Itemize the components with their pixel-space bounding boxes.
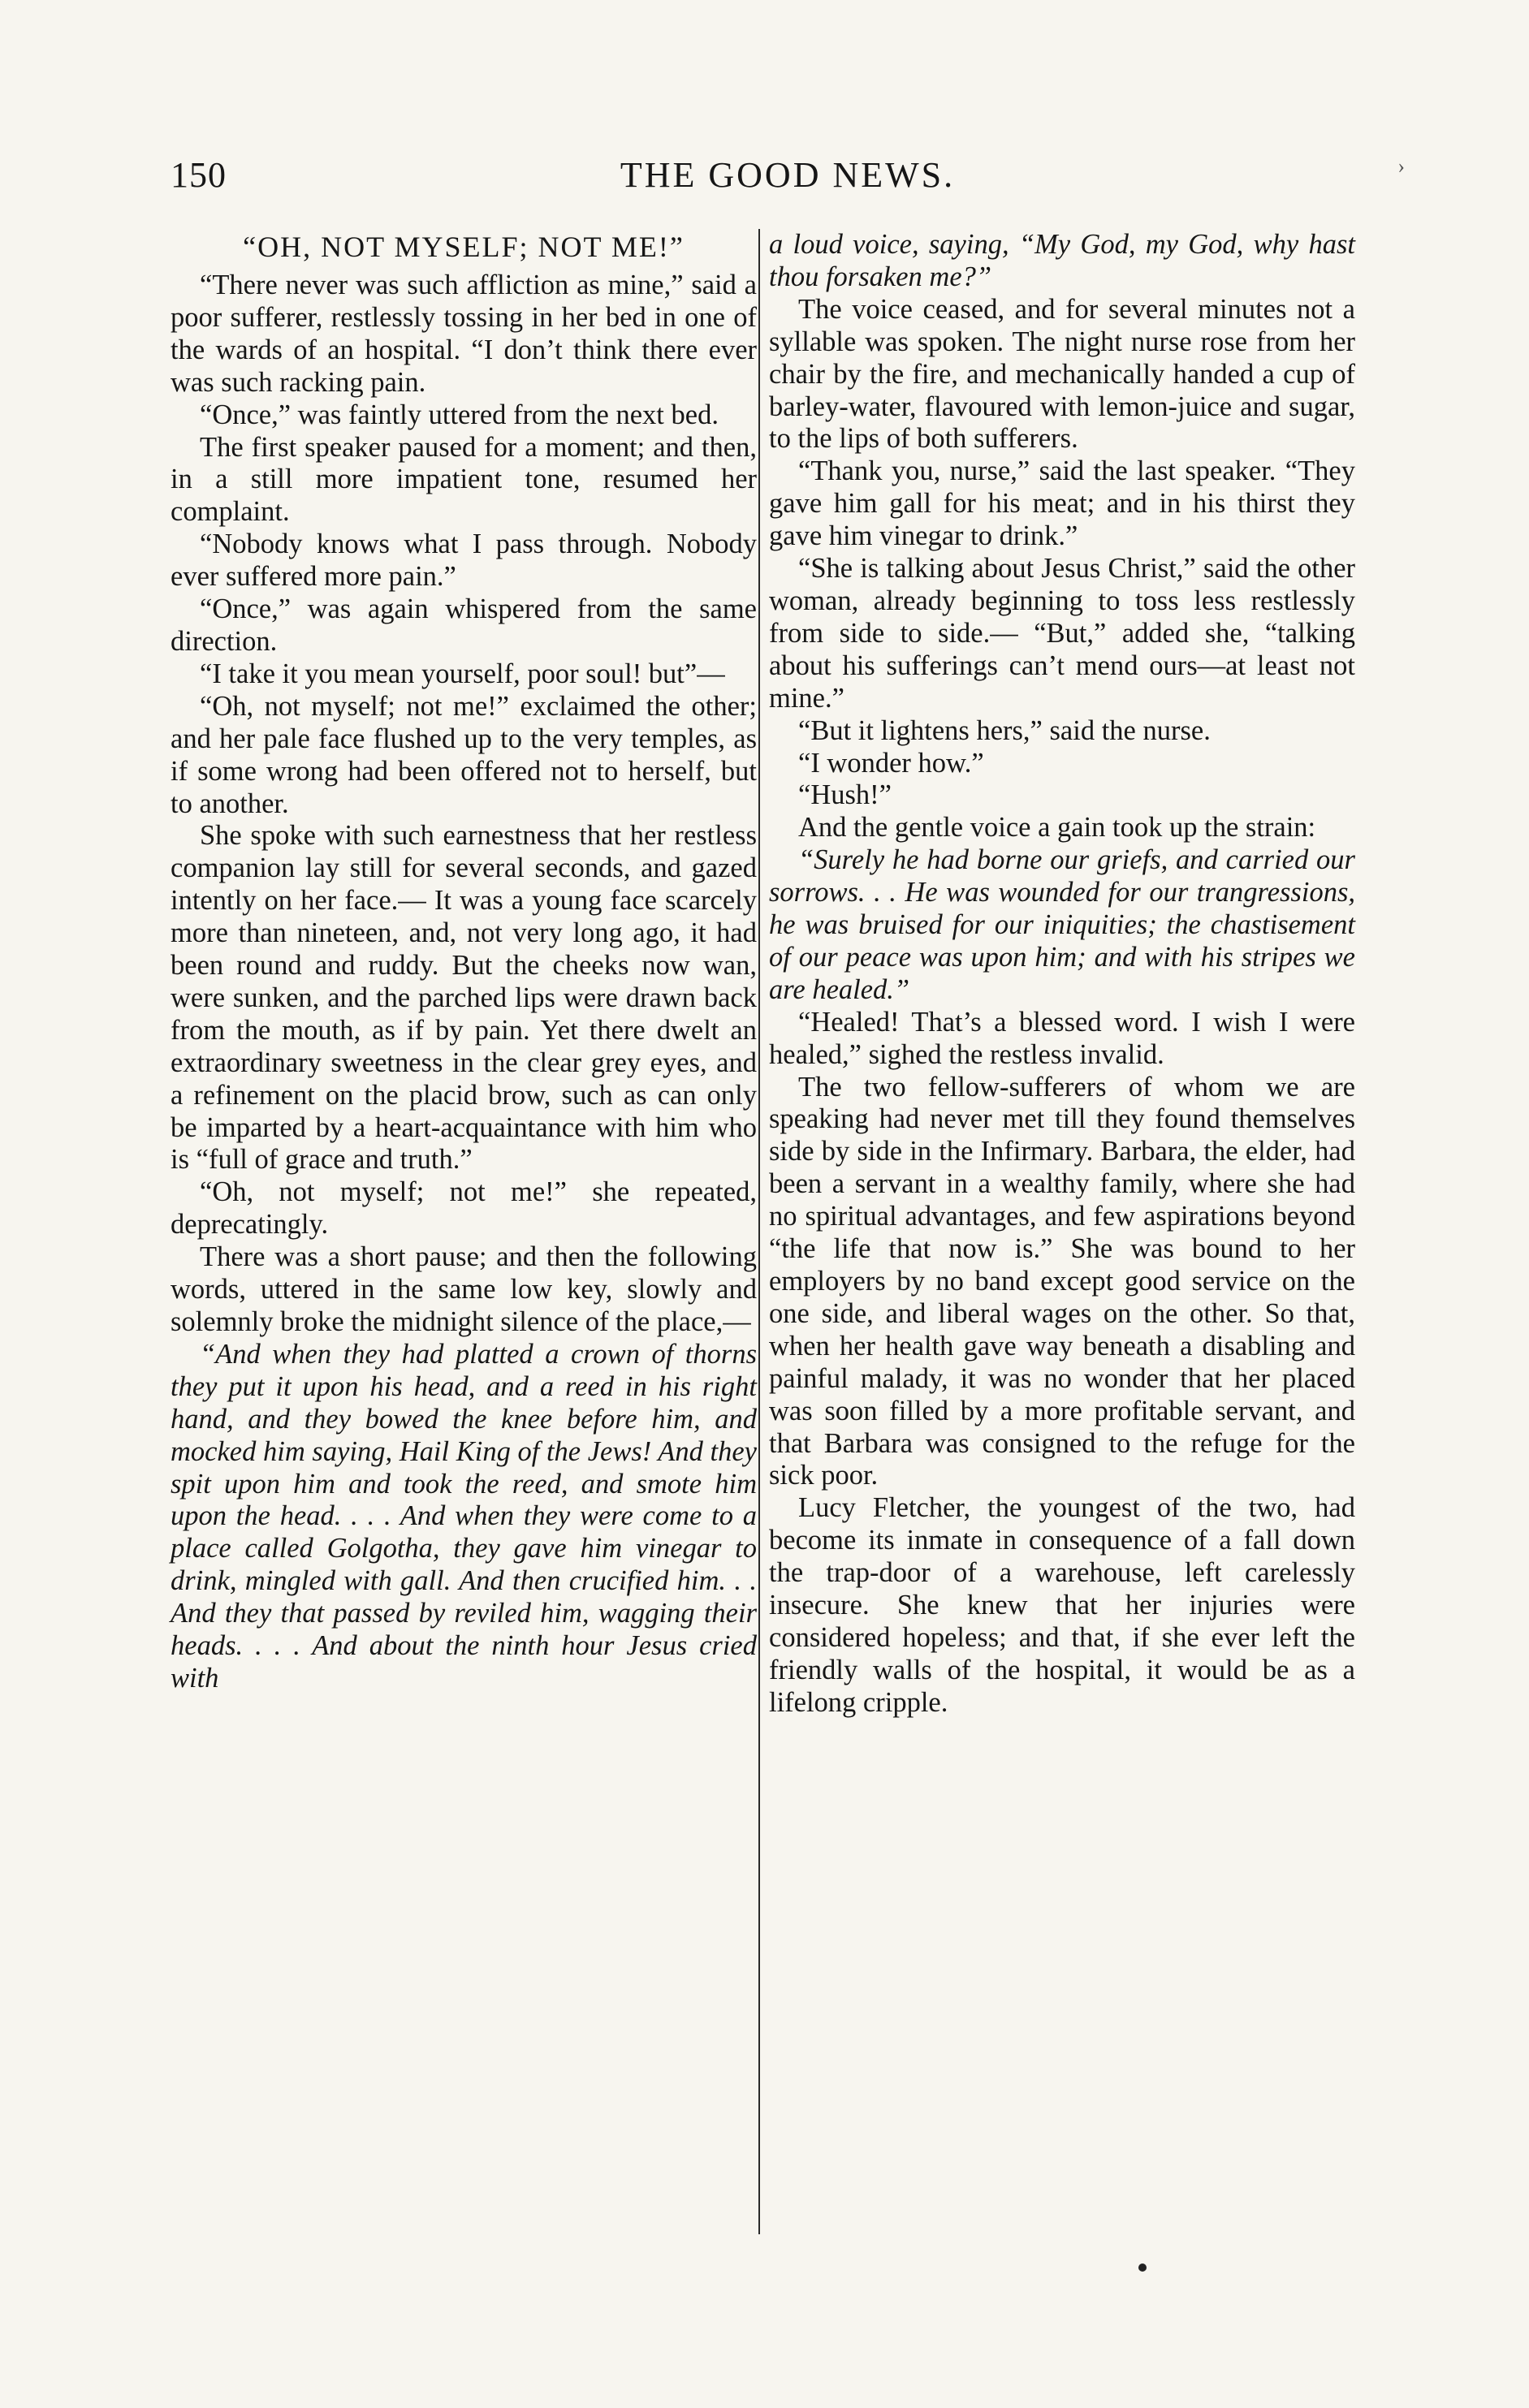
paragraph: “There never was such affliction as mine,” said a poor sufferer, restlessly tossing in her bed in one of the wards of an hospital. “I don’t think there ever was such racking pain. — [171, 270, 757, 398]
running-title: THE GOOD NEWS. — [620, 155, 956, 195]
scripture-quote: “And when they had platted a crown of thorns they put it upon his head, and a reed in his right hand, and they bowed the knee before him, and mocked him saying, Hail King of the Jews! And they spit upon him and took the reed, and smote him upon the head. . . . And when they were come to a place called Golgotha, they gave him vinegar to drink, mingled with gall. And then crucified him. . . And they that passed by reviled him, wagging their heads. . . . And about the ninth hour Jesus cried with — [171, 1338, 757, 1694]
paragraph: “I wonder how.” — [798, 747, 984, 779]
paragraph: “I take it you mean yourself, poor soul! but”— — [200, 658, 725, 689]
paragraph: “Once,” was again whispered from the same direction. — [171, 593, 757, 657]
paragraph: “Nobody knows what I pass through. Nobody ever suffered more pain.” — [171, 529, 757, 593]
article-title: “OH, NOT MYSELF; NOT ME!” — [243, 231, 685, 263]
paragraph: The first speaker paused for a moment; and then, in a still more impatient tone, resumed her complaint. — [171, 431, 757, 528]
right-column — [769, 229, 1355, 1720]
paragraph: “Hush!” — [798, 779, 892, 811]
paragraph: “Once,” was faintly uttered from the next bed. — [200, 399, 719, 430]
column-divider — [758, 229, 760, 2234]
paragraph: Lucy Fletcher, the youngest of the two, had become its inmate in consequence of a fall down the trap-door of a warehouse, left carelessly insecure. She knew that her injuries were considered hopeless; and that, if she ever left the friendly walls of the hospital, it would be as a lifelong cripple. — [769, 1492, 1355, 1718]
scripture-quote: “Surely he had borne our griefs, and carried our sorrows. . . He was wounded for our trangressions, he was bruised for our iniquities; the chastisement of our peace was upon him; and with his stripes we are healed.” — [769, 844, 1355, 1005]
page-header — [171, 154, 1405, 203]
left-column — [171, 229, 757, 1695]
paragraph: “Oh, not myself; not me!” she repeated, deprecatingly. — [171, 1176, 757, 1241]
paragraph: “But it lightens hers,” said the nurse. — [798, 714, 1211, 746]
scripture-quote-continued: a loud voice, saying, “My God, my God, why hast thou forsaken me?” — [769, 229, 1355, 292]
ink-dot — [1138, 2263, 1147, 2272]
paragraph: The two fellow-sufferers of whom we are speaking had never met till they found themselves side by side in the Infirmary. Barbara, the elder, had been a servant in a wealthy family, where she had no spiritual advantages, and few aspirations beyond “the life that now is.” She was bound to her employers by no band except good service on the one side, and liberal wages on the other. So that, when her health gave way beneath a disabling and painful malady, it was no wonder that her placed was soon filled by a more profitable servant, and that Barbara was consigned to the refuge for the sick poor. — [769, 1071, 1355, 1491]
paragraph: And the gentle voice a gain took up the strain: — [798, 812, 1316, 844]
page-number: 150 — [171, 155, 227, 195]
paragraph: The voice ceased, and for several minutes not a syllable was spoken. The night nurse rose from her chair by the fire, and mechanically handed a cup of barley-water, flavoured with lemon-juice and sugar, to the lips of both sufferers. — [769, 293, 1355, 455]
paragraph: There was a short pause; and then the following words, uttered in the same low key, slowly and solemnly broke the midnight silence of the place,— — [171, 1241, 757, 1337]
paragraph: “Healed! That’s a blessed word. I wish I were healed,” sighed the restless invalid. — [769, 1006, 1355, 1070]
paragraph: She spoke with such earnestness that her restless companion lay still for several seconds, and gazed intently on her face.— It was a young face scarcely more than nineteen, and, not very long ago, it had been round and ruddy. But the cheeks now wan, were sunken, and the parched lips were drawn back from the mouth, as if by pain. Yet there dwelt an extraordinary sweetness in the clear grey eyes, and a refinement on the placid brow, such as can only be imparted by a heart-acquaintance with him who is “full of grace and truth.” — [171, 820, 757, 1176]
paragraph: “Oh, not myself; not me!” exclaimed the other; and her pale face flushed up to the very temples, as if some wrong had been offered not to herself, but to another. — [171, 690, 757, 819]
paragraph: “She is talking about Jesus Christ,” said the other woman, already beginning to toss less restlessly from side to side.— “But,” added she, “talking about his sufferings can’t mend ours—at least not mine.” — [769, 553, 1355, 714]
paragraph: “Thank you, nurse,” said the last speaker. “They gave him gall for his meat; and in his thirst they gave him vinegar to drink.” — [769, 455, 1355, 552]
margin-mark: › — [1397, 154, 1405, 178]
